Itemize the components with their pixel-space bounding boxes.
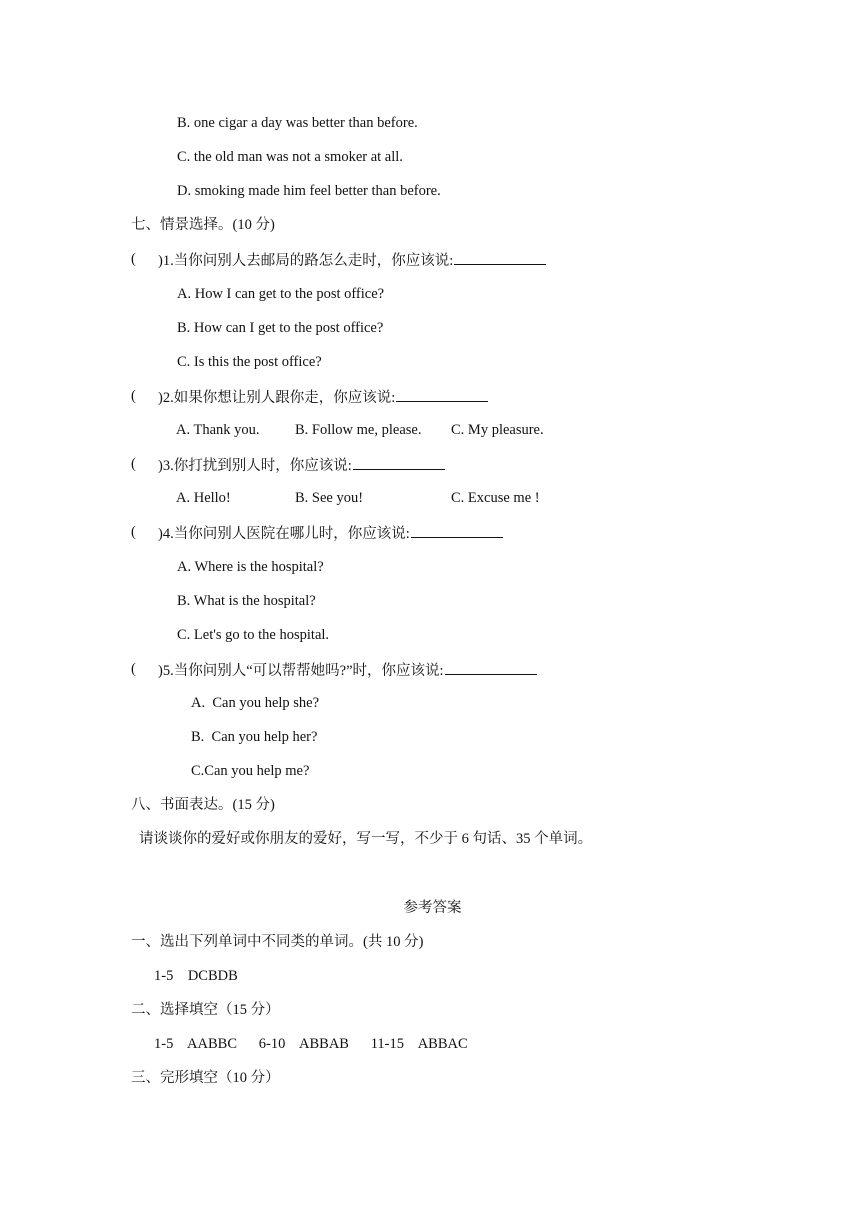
answer-blank (396, 387, 488, 402)
answer-blank (411, 523, 503, 538)
question-3-option-a: A. Hello! (176, 490, 231, 506)
answers-title: 参考答案 (403, 900, 462, 916)
question-4-stem: )4.当你问别人医院在哪儿时，你应该说: (158, 526, 410, 542)
question-1-stem: )1.当你问别人去邮局的路怎么走时，你应该说: (158, 253, 454, 269)
answers-part1-key: 1-5 DCBDB (154, 968, 238, 984)
answer-blank (353, 455, 445, 470)
question-5-stem: )5.当你问别人“可以帮帮她吗?”时，你应该说: (158, 663, 444, 679)
question-4-option-c: C. Let's go to the hospital. (177, 627, 330, 643)
section8-heading: 八、书面表达。(15 分) (131, 797, 275, 813)
question-5-option-a: A. Can you help she? (191, 695, 320, 711)
question-3-option-c: C. Excuse me ! (451, 490, 540, 506)
question-4 (158, 523, 503, 543)
question-3-stem: )3.你打扰到别人时，你应该说: (158, 458, 352, 474)
question-4-option-b: B. What is the hospital? (177, 593, 316, 609)
question-2-option-b: B. Follow me, please. (295, 422, 422, 438)
question-5-option-b: B. Can you help her? (191, 729, 318, 745)
question-5-option-c: C.Can you help me? (191, 763, 310, 779)
question-1-option-b: B. How can I get to the post office? (177, 320, 384, 336)
section7-heading: 七、情景选择。(10 分) (131, 217, 275, 233)
question-5-paren: ( (131, 661, 136, 677)
answers-part1-heading: 一、选出下列单词中不同类的单词。(共 10 分) (131, 934, 424, 950)
question-1 (158, 250, 546, 270)
question-2-paren: ( (131, 388, 136, 404)
question-5 (158, 660, 537, 680)
prev-option-c: C. the old man was not a smoker at all. (177, 149, 403, 165)
prev-option-d: D. smoking made him feel better than before. (177, 183, 441, 199)
question-1-option-c: C. Is this the post office? (177, 354, 322, 370)
section8-prompt: 请谈谈你的爱好或你朋友的爱好，写一写，不少于 6 句话、35 个单词。 (139, 831, 593, 847)
answers-part2-heading: 二、选择填空（15 分） (131, 1002, 280, 1018)
answers-part3-heading: 三、完形填空（10 分） (131, 1070, 280, 1086)
question-2 (158, 387, 488, 407)
question-2-stem: )2.如果你想让别人跟你走，你应该说: (158, 390, 396, 406)
question-3-option-b: B. See you! (295, 490, 364, 506)
question-1-option-a: A. How I can get to the post office? (177, 286, 385, 302)
question-3 (158, 455, 445, 475)
prev-option-b: B. one cigar a day was better than before. (177, 115, 418, 131)
answers-part2-key: 1-5 AABBC 6-10 ABBAB 11-15 ABBAC (154, 1036, 468, 1052)
question-2-option-a: A. Thank you. (176, 422, 260, 438)
question-4-paren: ( (131, 524, 136, 540)
question-3-paren: ( (131, 456, 136, 472)
answer-blank (445, 660, 537, 675)
answer-blank (454, 250, 546, 265)
question-1-paren: ( (131, 251, 136, 267)
question-4-option-a: A. Where is the hospital? (177, 559, 324, 575)
question-2-option-c: C. My pleasure. (451, 422, 544, 438)
